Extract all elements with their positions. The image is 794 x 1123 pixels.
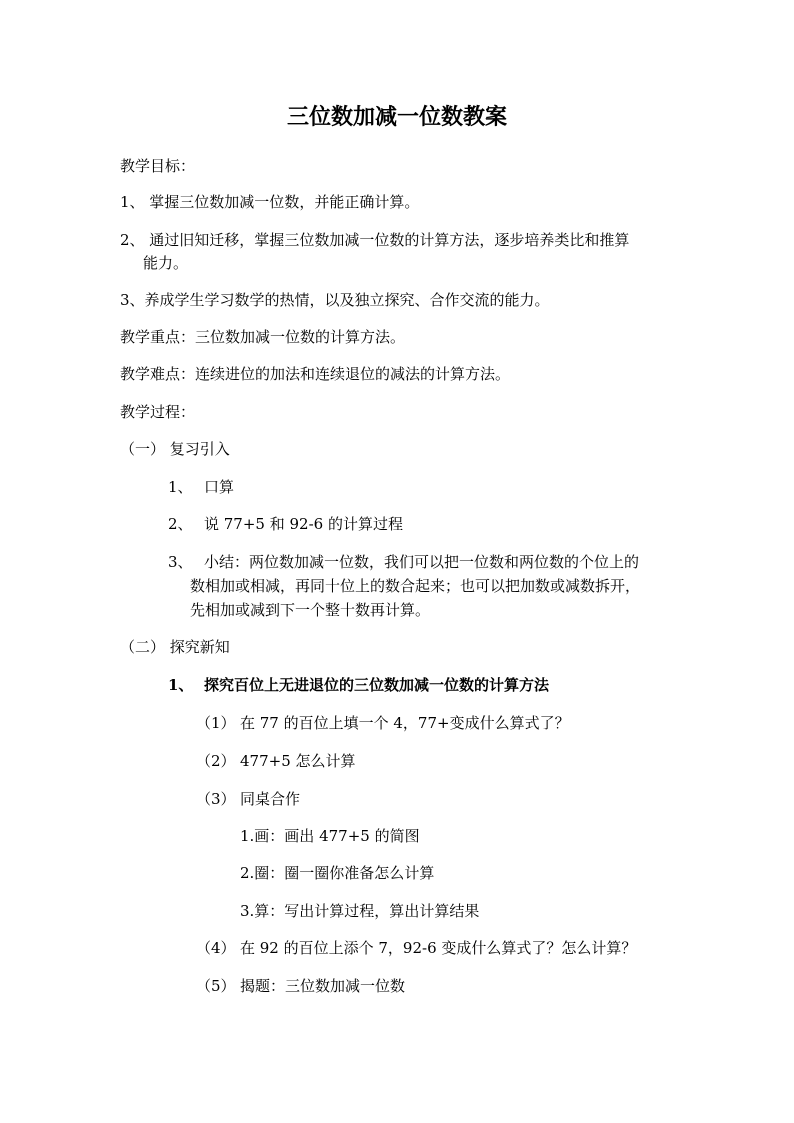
review-item-2-num: 2、 — [168, 515, 193, 533]
process-heading: 教学过程： — [120, 403, 196, 421]
explore-1-text: 探究百位上无进退位的三位数加减一位数的计算方法 — [204, 676, 550, 694]
goals-heading: 教学目标： — [120, 157, 196, 175]
step-2-num: （2） — [196, 752, 236, 770]
coop-calc: 3.算：写出计算过程，算出计算结果 — [240, 902, 480, 920]
review-item-3-cont-1: 数相加或相减，再同十位上的数合起来；也可以把加数或减数拆开， — [190, 577, 641, 595]
section-2-heading: （二） 探究新知 — [120, 638, 230, 656]
coop-circle: 2.圈：圈一圈你准备怎么计算 — [240, 864, 435, 882]
review-item-3-text: 小结：两位数加减一位数，我们可以把一位数和两位数的个位上的 — [204, 553, 640, 571]
step-4-num: （4） — [196, 939, 236, 957]
step-2-text: 477+5 怎么计算 — [240, 752, 356, 770]
step-4-text: 在 92 的百位上添个 7，92-6 变成什么算式了？怎么计算？ — [240, 939, 637, 957]
explore-1-num: 1、 — [168, 676, 194, 694]
difficulty: 教学难点：连续进位的加法和连续退位的减法的计算方法。 — [120, 365, 511, 383]
review-item-1-num: 1、 — [168, 478, 193, 496]
step-1-text: 在 77 的百位上填一个 4，77+变成什么算式了？ — [240, 714, 570, 732]
step-3-text: 同桌合作 — [240, 790, 301, 808]
step-1-num: （1） — [196, 714, 236, 732]
review-item-2-text: 说 77+5 和 92-6 的计算过程 — [204, 515, 403, 533]
section-1-heading: （一） 复习引入 — [120, 440, 230, 458]
goal-1: 1、 掌握三位数加减一位数，并能正确计算。 — [120, 193, 420, 211]
goal-2: 2、 通过旧知迁移，掌握三位数加减一位数的计算方法，逐步培养类比和推算 — [120, 231, 630, 249]
page-title: 三位数加减一位数教案 — [286, 104, 507, 130]
step-5-num: （5） — [196, 977, 236, 995]
review-item-3-num: 3、 — [168, 553, 193, 571]
key-point: 教学重点：三位数加减一位数的计算方法。 — [120, 328, 406, 346]
goal-3: 3、养成学生学习数学的热情，以及独立探究、合作交流的能力。 — [120, 291, 550, 309]
review-item-1-text: 口算 — [204, 478, 235, 496]
coop-draw: 1.画：画出 477+5 的简图 — [240, 827, 420, 845]
step-3-num: （3） — [196, 790, 236, 808]
goal-2-cont: 能力。 — [143, 254, 189, 272]
review-item-3-cont-2: 先相加或减到下一个整十数再计算。 — [190, 601, 431, 619]
step-5-text: 揭题：三位数加减一位数 — [240, 977, 406, 995]
